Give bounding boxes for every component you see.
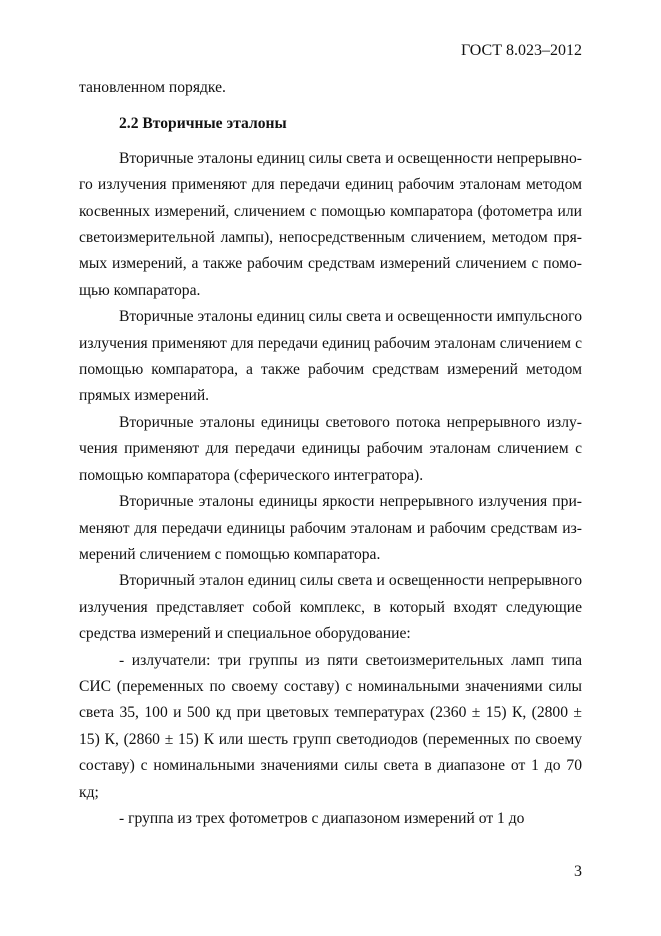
paragraph-2: Вторичные эталоны единиц силы света и освещенности импульсного излучения применяют для передачи единиц рабочим эталонам сличением с помощью компаратора, а также рабочим средствам измерений методом прямых измерений. xyxy=(79,308,582,405)
paragraph-1: Вторичные эталоны единиц силы света и освещенности непрерывного излучения применяют для передачи единиц рабочим эталонам методом косвенных измерений, сличением с помощью компаратора (фотометра или светоизмерительной лампы), непосредственным сличением, методом прямых измерений, а также рабочим средствам измерений сличением с помощью компаратора. xyxy=(79,149,582,299)
page-number: 3 xyxy=(574,863,582,880)
document-body xyxy=(79,75,582,832)
paragraph-5: Вторичный эталон единиц силы света и освещенности непрерывного излучения представляет собой комплекс, в который входят следующие средства измерений и специальное оборудование: xyxy=(79,572,582,643)
list-item-emitters: - излучатели: три группы из пяти светоизмерительных ламп типа СИС (переменных по своему составу) с номинальными значениями силы света 35, 100 и 500 кд при цветовых температурах (2360 ± 15) К, (2800 ± 15) К, (2860 ± 15) К или шесть групп светодиодов (переменных по своему составу) с номинальными значениями силы света в диапазоне от 1 до 70 кд; xyxy=(79,651,582,801)
paragraph-3: Вторичные эталоны единицы светового потока непрерывного излучения применяют для передачи единицы рабочим эталонам сличением с помощью компаратора (сферического интегратора). xyxy=(79,413,582,484)
list-item-photometers: - группа из трех фотометров с диапазоном измерений от 1 до xyxy=(119,809,525,827)
continued-paragraph: тановленном порядке. xyxy=(79,79,226,96)
section-title: 2.2 Вторичные эталоны xyxy=(119,115,287,133)
document-code-header: ГОСТ 8.023–2012 xyxy=(460,42,582,59)
paragraph-4: Вторичные эталоны единицы яркости непрерывного излучения применяют для передачи единицы рабочим эталонам и рабочим средствам измерений сличением с помощью компаратора. xyxy=(79,493,582,563)
